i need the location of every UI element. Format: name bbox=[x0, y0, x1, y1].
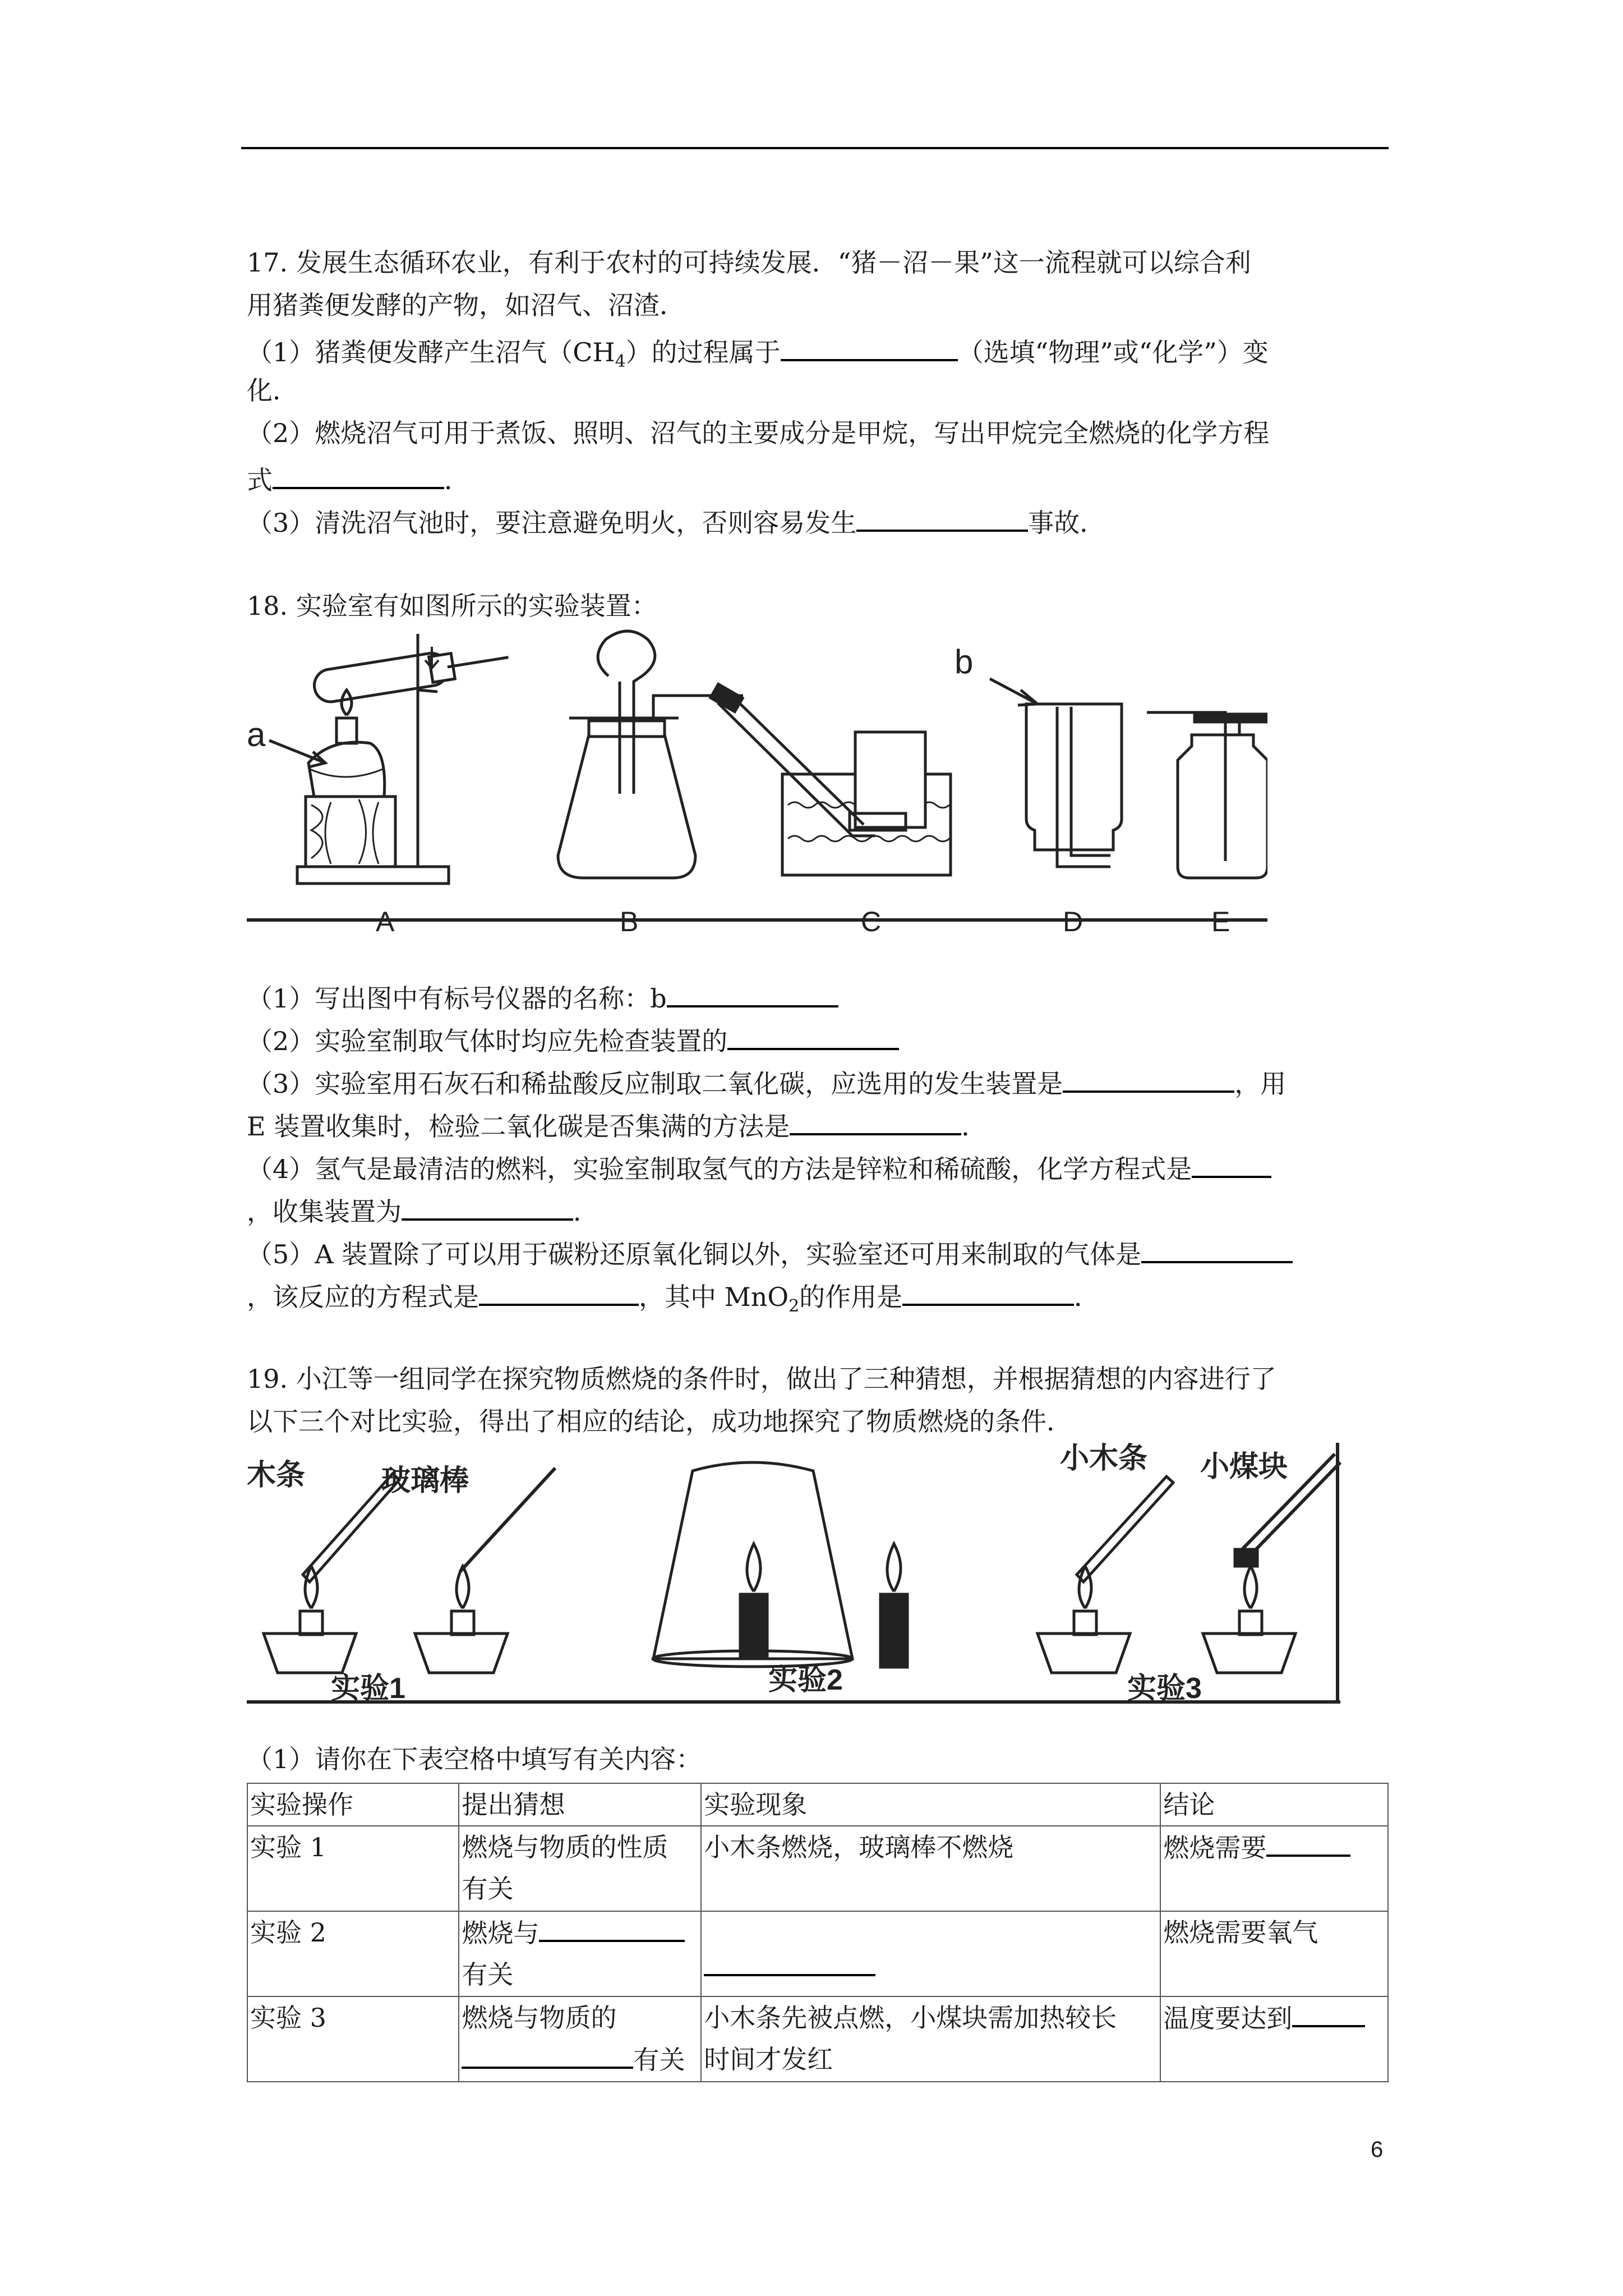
label-D: D bbox=[1063, 906, 1083, 937]
row1-conclusion-blank[interactable] bbox=[1266, 1826, 1350, 1857]
q18-p2-blank[interactable] bbox=[727, 1020, 899, 1050]
q17-part3 bbox=[247, 501, 1105, 540]
q18-apparatus-figure bbox=[247, 625, 1267, 940]
q18-p5-text-c: ，其中 MnO bbox=[639, 1282, 789, 1312]
q17-p3-text-b: 事故． bbox=[1028, 508, 1106, 538]
q18-part3-line1 bbox=[247, 1062, 1286, 1101]
q17-p3-blank[interactable] bbox=[856, 501, 1028, 532]
q17-p1-blank[interactable] bbox=[781, 331, 958, 361]
label-B: B bbox=[620, 906, 639, 937]
q18-p5-blank3[interactable] bbox=[902, 1276, 1074, 1306]
row3-hypothesis: 燃烧与物质的 有关 bbox=[459, 1996, 701, 2082]
row2-operation: 实验 2 bbox=[247, 1911, 459, 1996]
q17-p2-text: 式 bbox=[247, 465, 273, 495]
q18-part4-line2 bbox=[247, 1190, 599, 1228]
table-row bbox=[247, 1996, 1388, 2082]
q18-p5-end: ． bbox=[1074, 1282, 1100, 1312]
conical-flask bbox=[558, 735, 695, 878]
exp1-lamp-left bbox=[264, 1634, 356, 1673]
q17-p1-text-b: ）的过程属于 bbox=[625, 337, 781, 367]
q18-p5-text-d: 的作用是 bbox=[799, 1282, 903, 1312]
row3-operation: 实验 3 bbox=[247, 1996, 459, 2082]
q17-p1-text-c: （选填“物理”或“化学”）变 bbox=[957, 337, 1269, 367]
row3-conclusion-blank[interactable] bbox=[1292, 1997, 1365, 2027]
marker-a: a bbox=[247, 716, 266, 753]
row1-operation: 实验 1 bbox=[247, 1826, 459, 1911]
row1-conclusion: 燃烧需要 bbox=[1160, 1826, 1388, 1911]
q18-p3-blank2[interactable] bbox=[790, 1105, 961, 1135]
marker-b: b bbox=[955, 643, 974, 680]
q18-p4-text-b: ，收集装置为 bbox=[247, 1197, 402, 1227]
candle-flame-outside bbox=[887, 1544, 901, 1591]
q17-p1-text-a: （1）猪粪便发酵产生沼气（CH bbox=[247, 337, 615, 367]
glass-rod bbox=[460, 1468, 555, 1572]
exp1-flame-left bbox=[305, 1566, 317, 1608]
row3-conclusion: 温度要达到 bbox=[1160, 1996, 1388, 2082]
gas-bottle bbox=[1178, 735, 1267, 878]
small-stick bbox=[1077, 1476, 1173, 1582]
q17-part2-line2 bbox=[247, 459, 470, 497]
q18-p3-text-a: （3）实验室用石灰石和稀盐酸反应制取二氧化碳，应选用的发生装置是 bbox=[247, 1069, 1063, 1099]
q18-part4-line1 bbox=[247, 1148, 1271, 1186]
inverted-collecting-bottle bbox=[1026, 704, 1122, 850]
label-exp1: 实验1 bbox=[331, 1672, 405, 1705]
lamp-flame bbox=[342, 690, 352, 715]
candle-outside bbox=[880, 1594, 907, 1667]
coal-block bbox=[1235, 1549, 1257, 1566]
lamp-wick-holder bbox=[336, 718, 357, 743]
q17-part2-line1: （2）燃烧沼气可用于煮饭、照明、沼气的主要成分是甲烷，写出甲烷完全燃烧的化学方程 bbox=[247, 418, 1270, 448]
q18-p4-end: ． bbox=[573, 1197, 599, 1227]
q18-part5-line2 bbox=[247, 1276, 1100, 1323]
q17-part1-line1 bbox=[247, 331, 1269, 379]
q18-p5-blank1[interactable] bbox=[1141, 1233, 1293, 1263]
label-small-stick: 小木条 bbox=[1060, 1443, 1148, 1475]
q18-part2 bbox=[247, 1020, 899, 1058]
q18-p2-text: （2）实验室制取气体时均应先检查装置的 bbox=[247, 1026, 728, 1056]
q18-part5-line1 bbox=[247, 1233, 1293, 1271]
q19-experiment-svg bbox=[247, 1443, 1346, 1706]
q18-p1-blank[interactable] bbox=[667, 977, 838, 1007]
q17-part1-line2: 化． bbox=[247, 375, 298, 406]
q18-p5-text-b: ，该反应的方程式是 bbox=[247, 1282, 479, 1312]
q18-p4-blank1[interactable] bbox=[1192, 1148, 1271, 1178]
header-hypothesis: 提出猜想 bbox=[459, 1783, 701, 1826]
q17-p2-end: ． bbox=[444, 465, 470, 495]
q18-p5-subscript: 2 bbox=[789, 1296, 800, 1317]
q19-intro-line2: 以下三个对比实验，得出了相应的结论，成功地探究了物质燃烧的条件． bbox=[247, 1406, 1072, 1437]
q18-p4-blank2[interactable] bbox=[402, 1190, 573, 1221]
row1-phenomenon: 小木条燃烧，玻璃棒不燃烧 bbox=[701, 1826, 1160, 1911]
q18-p3-blank1[interactable] bbox=[1063, 1062, 1234, 1093]
q18-part1 bbox=[247, 977, 838, 1015]
row2-conclusion: 燃烧需要氧气 bbox=[1160, 1911, 1388, 1996]
label-exp3: 实验3 bbox=[1127, 1672, 1202, 1705]
exp3-flame-right bbox=[1244, 1566, 1257, 1608]
q18-p3-text-c: E 装置收集时，检验二氧化碳是否集满的方法是 bbox=[247, 1111, 790, 1142]
thistle-funnel bbox=[598, 631, 655, 794]
q19-experiment-figure bbox=[247, 1443, 1346, 1706]
q18-p5-text-a: （5）A 装置除了可以用于碳粉还原氧化铜以外，实验室还可用来制取的气体是 bbox=[247, 1239, 1142, 1269]
q18-p4-text-a: （4）氢气是最清洁的燃料，实验室制取氢气的方法是锌粒和稀硫酸，化学方程式是 bbox=[247, 1154, 1192, 1184]
q19-table bbox=[247, 1783, 1389, 2082]
q18-part3-line2 bbox=[247, 1105, 987, 1143]
q19-part1: （1）请你在下表空格中填写有关内容： bbox=[247, 1744, 702, 1774]
header-conclusion: 结论 bbox=[1160, 1783, 1388, 1826]
q17-p2-blank[interactable] bbox=[273, 459, 444, 489]
candle-inside bbox=[740, 1594, 767, 1656]
table-header-row bbox=[247, 1783, 1388, 1826]
q17-p3-text-a: （3）清洗沼气池时，要注意避免明火，否则容易发生 bbox=[247, 508, 857, 538]
q17-intro-line2: 用猪粪便发酵的产物，如沼气、沼渣． bbox=[247, 290, 685, 320]
row1-hypothesis: 燃烧与物质的性质 有关 bbox=[459, 1826, 701, 1911]
row2-hypothesis: 燃烧与 有关 bbox=[459, 1911, 701, 1996]
table-row bbox=[247, 1826, 1388, 1911]
row2-phenomenon bbox=[701, 1911, 1160, 1996]
row2-hypothesis-blank[interactable] bbox=[539, 1912, 685, 1942]
q17-p1-subscript: 4 bbox=[615, 352, 626, 372]
exp1-lamp-right bbox=[415, 1634, 508, 1673]
q17-intro-line1: 17. 发展生态循环农业，有利于农村的可持续发展．“猪－沼－果”这一流程就可以综合利 bbox=[247, 247, 1251, 278]
exp3-lamp-right bbox=[1203, 1634, 1295, 1673]
stand-base bbox=[297, 867, 449, 884]
label-coal: 小煤块 bbox=[1200, 1451, 1288, 1483]
q18-p1-text: （1）写出图中有标号仪器的名称：b bbox=[247, 983, 667, 1014]
q18-p3-end: ． bbox=[961, 1111, 988, 1142]
q18-p3-text-b: ，用 bbox=[1234, 1069, 1287, 1099]
delivery-tube bbox=[718, 698, 875, 836]
label-glass-rod: 玻璃棒 bbox=[381, 1465, 469, 1497]
exp3-lamp-left bbox=[1038, 1634, 1130, 1673]
label-A: A bbox=[376, 906, 395, 937]
header-phenomenon: 实验现象 bbox=[701, 1783, 1160, 1826]
header-operation: 实验操作 bbox=[247, 1783, 459, 1826]
wood-block bbox=[306, 797, 395, 867]
label-stick: 木条 bbox=[247, 1459, 306, 1492]
page-number: 6 bbox=[1371, 2137, 1384, 2162]
alcohol-lamp bbox=[308, 742, 385, 797]
q18-p5-blank2[interactable] bbox=[479, 1276, 639, 1306]
row2-phenomenon-blank[interactable] bbox=[704, 1946, 875, 1976]
table-row bbox=[247, 1911, 1388, 1996]
candle-flame-inside bbox=[747, 1544, 760, 1591]
exp1-flame-right bbox=[457, 1566, 469, 1608]
q18-title: 18. 实验室有如图所示的实验装置： bbox=[247, 591, 657, 621]
header-rule bbox=[241, 147, 1389, 149]
row3-phenomenon: 小木条先被点燃，小煤块需加热较长 时间才发红 bbox=[701, 1996, 1160, 2082]
exp3-flame-left bbox=[1079, 1566, 1091, 1608]
label-exp2: 实验2 bbox=[768, 1664, 843, 1696]
label-E: E bbox=[1211, 906, 1230, 937]
label-C: C bbox=[861, 906, 882, 937]
q18-apparatus-svg bbox=[247, 625, 1267, 940]
q19-intro-line1: 19. 小江等一组同学在探究物质燃烧的条件时，做出了三种猜想，并根据猜想的内容进行了 bbox=[247, 1364, 1276, 1394]
row3-hypothesis-blank[interactable] bbox=[462, 2039, 633, 2069]
